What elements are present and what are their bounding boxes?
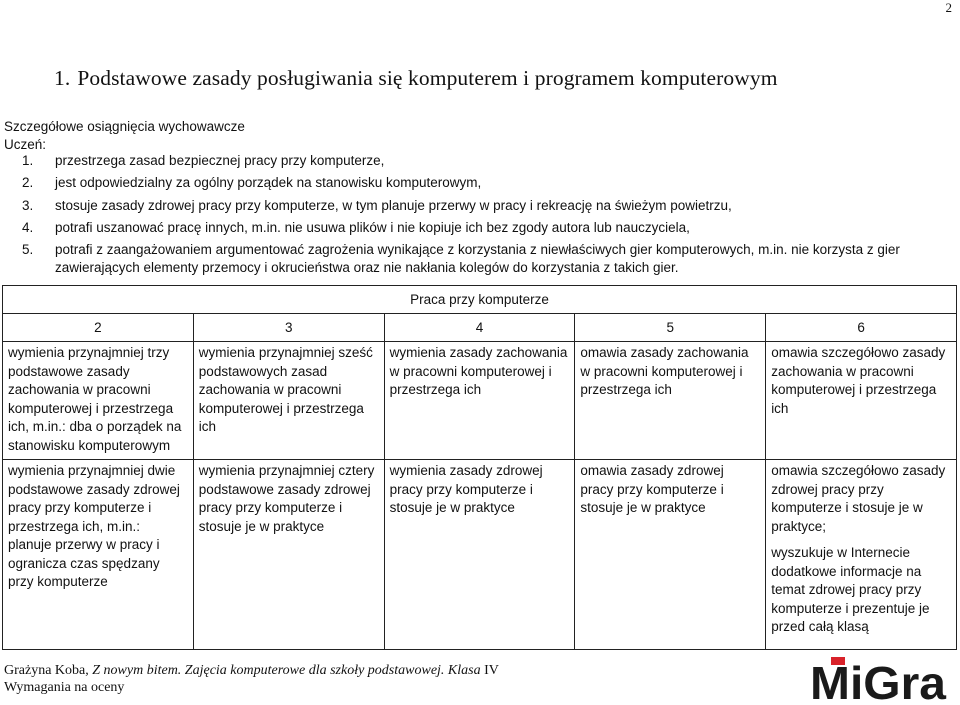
- table-cell: wymienia przynajmniej dwie podstawowe zasady zdrowej pracy przy komputerze i przestrzega ich, m.in.: planuje przerwy w pracy i ogranicza czas spędzany przy komputerze: [3, 460, 194, 650]
- list-item-number: 3.: [22, 197, 34, 213]
- table-header: Praca przy komputerze: [3, 286, 957, 314]
- table-row: [3, 460, 957, 650]
- table-cell: wymienia zasady zdrowej pracy przy komputerze i stosuje je w praktyce: [384, 460, 575, 650]
- table-cell: wymienia przynajmniej cztery podstawowe zasady zdrowej pracy przy komputerze i stosuje je w praktyce: [193, 460, 384, 650]
- intro: [4, 118, 954, 154]
- grade-level: 5: [575, 314, 766, 342]
- list-item-text: przestrzega zasad bezpiecznej pracy przy komputerze,: [55, 153, 385, 168]
- page-title: [54, 66, 778, 91]
- table-cell: [766, 460, 957, 650]
- table-cell: omawia szczegółowo zasady zachowania w pracowni komputerowej i przestrzega ich: [766, 342, 957, 460]
- title-number: 1.: [54, 66, 71, 90]
- grade-level: 6: [766, 314, 957, 342]
- list-item-number: 2.: [22, 175, 34, 191]
- grade-level: 2: [3, 314, 194, 342]
- table-cell: omawia zasady zdrowej pracy przy komputerze i stosuje je w praktyce: [575, 460, 766, 650]
- requirements-table: [2, 285, 957, 650]
- list-item: [22, 219, 927, 237]
- table-cell: wymienia przynajmniej sześć podstawowych zasad zachowania w pracowni komputerowej i przestrzega ich: [193, 342, 384, 460]
- title-text: Podstawowe zasady posługiwania się komputerem i programem komputerowym: [77, 66, 778, 90]
- logo-text: MiGra: [810, 657, 947, 701]
- footer-subtitle: Wymagania na oceny: [4, 680, 125, 695]
- grade-levels-row: [3, 314, 957, 342]
- list-item-number: 1.: [22, 153, 34, 168]
- list-item: [22, 197, 927, 215]
- list-item-text: potrafi z zaangażowaniem argumentować zagrożenia wynikające z korzystania z niewłaściwych gier komputerowych, m.in. nie korzysta z gier zawierających elementy przemocy i okrucieństwa oraz nie nakłania kolegów do korzystania z takich gier.: [55, 242, 900, 276]
- intro-heading: Szczegółowe osiągnięcia wychowawcze: [4, 119, 245, 134]
- grade-level: 3: [193, 314, 384, 342]
- list-item-number: 5.: [22, 242, 34, 258]
- table-cell: omawia zasady zachowania w pracowni komputerowej i przestrzega ich: [575, 342, 766, 460]
- list-item-text: stosuje zasady zdrowej pracy przy komputerze, w tym planuje przerwy w pracy i rekreację na świeżym powietrzu,: [55, 197, 732, 213]
- list-item-text: potrafi uszanować pracę innych, m.in. nie usuwa plików i nie kopiuje ich bez zgody autora lub nauczyciela,: [55, 219, 690, 235]
- table-cell: wymienia przynajmniej trzy podstawowe zasady zachowania w pracowni komputerowej i przestrzega ich, m.in.: dba o porządek na stanowisku komputerowym: [3, 342, 194, 460]
- list-item-number: 4.: [22, 219, 34, 235]
- grade-level: 4: [384, 314, 575, 342]
- footer-grade: IV: [484, 663, 499, 678]
- footer-author: Grażyna Koba,: [4, 663, 93, 678]
- table-cell: wymienia zasady zachowania w pracowni komputerowej i przestrzega ich: [384, 342, 575, 460]
- objectives-list: [22, 152, 927, 281]
- publisher-logo: [810, 655, 948, 701]
- intro-student: Uczeń:: [4, 137, 47, 152]
- list-item-text: jest odpowiedzialny za ogólny porządek na stanowisku komputerowym,: [55, 175, 482, 191]
- list-item: [22, 152, 927, 170]
- list-item: [22, 174, 927, 192]
- list-item: [22, 241, 927, 277]
- page-number: 2: [945, 0, 952, 15]
- footer-book: Z nowym bitem. Zajęcia komputerowe dla szkoły podstawowej. Klasa: [92, 663, 485, 678]
- footer-citation: [4, 662, 499, 679]
- cell-paragraph: omawia szczegółowo zasady zdrowej pracy przy komputerze i stosuje je w praktyce;: [771, 463, 946, 534]
- footer: [4, 662, 499, 696]
- table-row: [3, 342, 957, 460]
- cell-paragraph: wyszukuje w Internecie dodatkowe informacje na temat zdrowej pracy przy komputerze i prezentuje je przed całą klasą: [771, 545, 930, 634]
